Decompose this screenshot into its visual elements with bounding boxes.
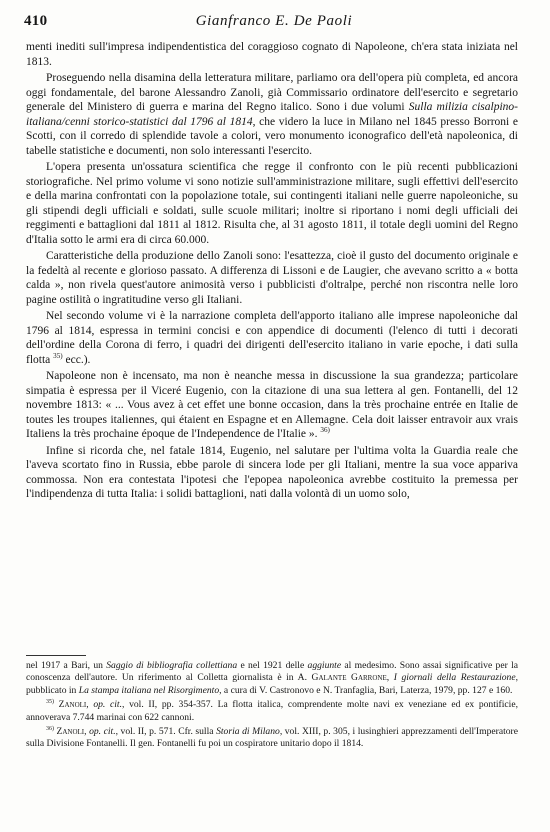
running-head: Gianfranco E. De Paoli bbox=[195, 13, 353, 29]
paragraph-1: menti inediti sull'impresa indipendentistica del coraggioso cognato di Napoleone, ch'era stata iniziata nel 1813. bbox=[26, 41, 518, 68]
footnote-35: $^{35)}$ Zanoli, op. cit., vol. II, pp. 354-357. La flotta italica, comprendente molte navi ex veneziane ed ex pontificie, annoverava 7.744 marinai con 622 cannoni. bbox=[26, 699, 518, 723]
page-number: 410 bbox=[24, 13, 48, 29]
footnote-number: 35) bbox=[46, 699, 54, 706]
footnote-ref-36[interactable]: 36) bbox=[320, 426, 330, 435]
paragraph-6: Napoleone non è incensato, ma non è neanche messa in discussione la sua grandezza; particolare simpatia è espressa per il Viceré Eugenio, con la citazione di una sua lettera al gen. Fontanelli, del 12 novembre 1813: « ... Vous avez à cet effet une bonne occasion, dans la très prochaine entrée en Italie de toutes les troupes italiennes, qui étaient en Espagne et en Allemagne. Cela doit laisser entravoir aux vrais Italiens la très prochaine époque de l'Independence de l'Italie ». $^{36)}$ bbox=[26, 370, 518, 440]
footnote-separator bbox=[26, 655, 86, 656]
paragraph-5: Nel secondo volume vi è la narrazione completa dell'apporto italiano alle imprese napoleoniche dal 1796 al 1814, espressa in termini concisi e con appendice di documenti (l'elenco di tutti i decorati dell'ordine della Corona di ferro, i quadri dei dirigenti dell'esercito italiano in varie epoche, i dati sulla flotta $^{35)}$ ecc.). bbox=[26, 310, 518, 366]
paragraph-3: L'opera presenta un'ossatura scientifica che regge il confronto con le più recenti pubblicazioni storiografiche. Nel primo volume vi sono notizie sull'amministrazione militare, sugli effettivi dell'esercito e della marina confrontati con la popolazione totale, sui contingenti italiani nelle guerre napoleoniche, su gli stipendi degli ufficiali e soldati, sulle scuole militari; inoltre si riportano i nomi degli ufficiali dei reggimenti e battaglioni dal 1811 al 1812. Risulta che, al 31 agosto 1811, il totale degli uomini del Regno d'Italia sotto le armi era di circa 60.000. bbox=[26, 161, 518, 246]
body-text bbox=[26, 40, 518, 504]
book-title: Sulla milizia cisalpino-italiana/cenni storico-statistici dal 1796 al 1814 bbox=[26, 101, 518, 128]
paragraph-7: Infine si ricorda che, nel fatale 1814, Eugenio, nel salutare per l'ultima volta la Guardia reale che l'aveva scortato fino in Russia, ebbe parole di sincera lode per gli Italiani, mentre la sua voce appariva commossa. Non era contestata l'ipotesi che l'epopea napoleonica avrebbe costituito la premessa per l'indipendenza di tutta Italia: i solidi battaglioni, nati dalla volontà di un uomo solo, bbox=[26, 444, 518, 500]
footnote-ref-35[interactable]: 35) bbox=[53, 351, 63, 360]
paragraph-2: Proseguendo nella disamina della letteratura militare, parliamo ora dell'opera più completa, ed ancora oggi fondamentale, del barone Alessandro Zanoli, già Commissario ordinatore dell'esercito e segretario generale del Ministero di guerra e marina del Regno italico. Sono i due volumi Sulla milizia cisalpino-italiana/cenni storico-statistici dal 1796 al 1814, che videro la luce in Milano nel 1845 presso Borroni e Scotti, con il corredo di splendide tavole a colori, vero monumento iconografico dell'età napoleonica, di tabelle statistiche e documenti, non solo interessanti l'esercito. bbox=[26, 72, 518, 157]
footnote-number: 36) bbox=[46, 725, 54, 732]
footnote-36: $^{36)}$ Zanoli, op. cit., vol. II, p. 571. Cfr. sulla Storia di Milano, vol. XIII, p. 305, i lusinghieri apprezzamenti dell'Imperatore sulla Divisione Fontanelli. Il gen. Fontanelli fu poi un cospiratore unitario dopo il 1814. bbox=[26, 725, 518, 750]
page-header bbox=[24, 10, 524, 34]
footnote-continuation: nel 1917 a Bari, un Saggio di bibliografia collettiana e nel 1921 delle aggiunte al medesimo. Sono assai significative per la conoscenza dell'autore. Un riferimento al Colletta giornalista è in A. Galante Garrone, I giornali della Restaurazione, pubblicato in La stampa italiana nel Risorgimento, a cura di V. Castronovo e N. Tranfaglia, Bari, Laterza, 1979, pp. 127 e 160. bbox=[26, 660, 519, 696]
footnotes bbox=[26, 660, 518, 753]
paragraph-4: Caratteristiche della produzione dello Zanoli sono: l'esattezza, cioè il gusto del documento originale e la fedeltà al recente e glorioso passato. A differenza di Lissoni e de Laugier, che avevano scritto a « botta calda », non rivela quest'autore animosità verso i pubblicisti d'oltralpe, perché non riscontra nelle loro pagine ostilità o ingratitudine verso gli Italiani. bbox=[26, 250, 518, 306]
